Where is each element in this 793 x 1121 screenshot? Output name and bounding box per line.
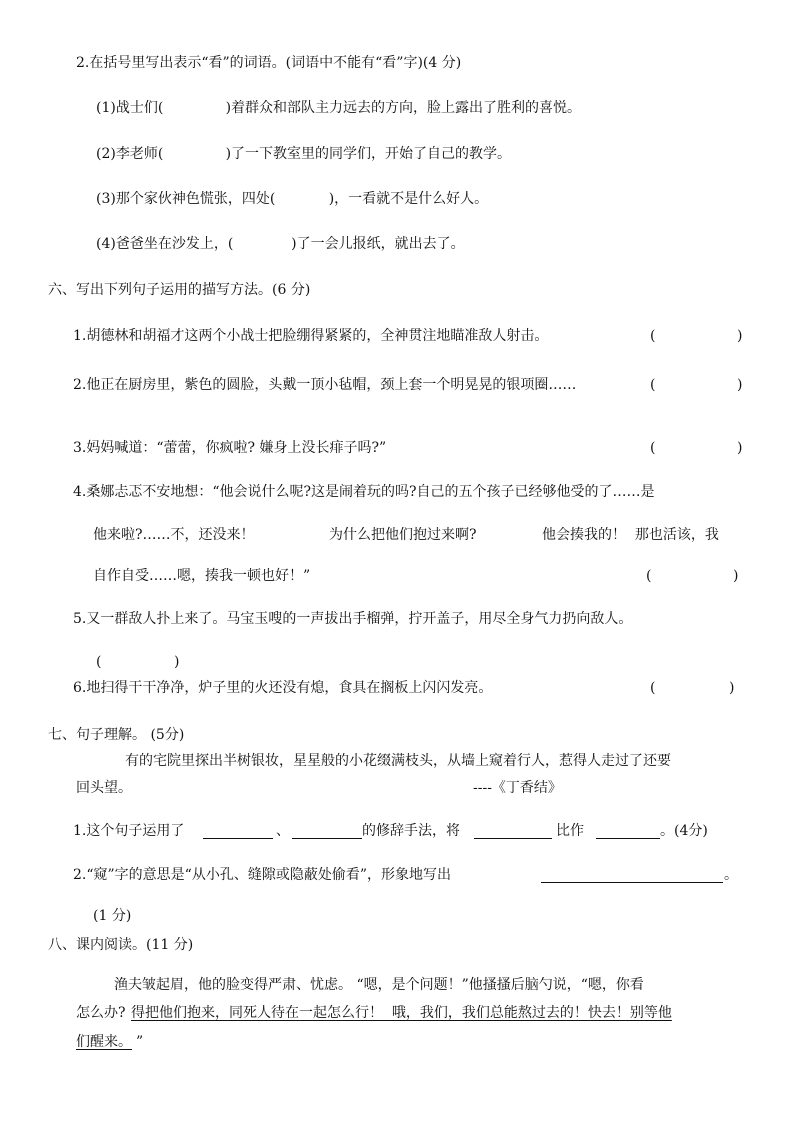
s7-q1-blank-4[interactable] <box>596 838 660 839</box>
s6-q2: 2.他正在厨房里，紫色的圆脸，头戴一顶小毡帽，颈上套一个明晃晃的银项圈…… <box>73 377 577 393</box>
q2-item-1: (1)战士们( )着群众和部队主力远去的方向，脸上露出了胜利的喜悦。 <box>96 100 582 116</box>
s7-q2-score: (1 分) <box>93 908 132 924</box>
s7-q1-blank-1[interactable] <box>203 838 273 839</box>
q2-item-3: (3)那个家伙神色慌张，四处( )，一看就不是什么好人。 <box>96 191 489 207</box>
s6-q4-paren-open: ( <box>646 568 652 584</box>
s6-q4-line2b: 为什么把他们抱过来啊? <box>329 527 477 543</box>
s8-passage-line2a: 怎么办? <box>76 1005 126 1021</box>
s6-q3: 3.妈妈喊道：“蕾蕾，你疯啦? 嫌身上没长痱子吗?” <box>73 440 387 456</box>
s8-passage-line3b: ” <box>136 1034 144 1050</box>
s7-quote-source: ----《丁香结》 <box>473 780 562 796</box>
s7-q1-sep: 、 <box>276 823 290 839</box>
s7-q1-b: 的修辞手法，将 <box>362 823 460 839</box>
section-6-title: 六、写出下列句子运用的描写方法。(6 分) <box>48 282 311 298</box>
s6-q5-paren-open: ( <box>96 654 102 670</box>
q2-item-4: (4)爸爸坐在沙发上，( )了一会儿报纸，就出去了。 <box>96 236 465 252</box>
s6-q5-paren-close: ) <box>174 654 180 670</box>
s8-passage-line3a-underlined: 们醒来。 <box>76 1034 132 1050</box>
s6-q1: 1.胡德林和胡福才这两个小战士把脸绷得紧紧的，全神贯注地瞄准敌人射击。 <box>73 328 549 344</box>
s6-q4-paren-close: ) <box>733 568 739 584</box>
s7-q1-blank-3[interactable] <box>474 838 552 839</box>
q2-item-2: (2)李老师( )了一下教室里的同学们，开始了自己的教学。 <box>96 146 512 162</box>
s6-q3-paren-open: ( <box>650 440 656 456</box>
s7-q1-d: 。(4分) <box>660 823 708 839</box>
q2-title: 2.在括号里写出表示“看”的词语。(词语中不能有“看”字)(4 分) <box>76 55 462 71</box>
section-7-title: 七、句子理解。 (5分) <box>48 727 185 743</box>
s7-q1-c: 比作 <box>556 823 584 839</box>
s7-q1-a: 1.这个句子运用了 <box>73 823 185 839</box>
s8-passage-line2b-underlined: 得把他们抱来，同死人待在一起怎么行！ 哦，我们，我们总能熬过去的！快去！别等他 <box>131 1005 672 1021</box>
s6-q3-paren-close: ) <box>737 440 743 456</box>
s6-q5: 5.又一群敌人扑上来了。马宝玉嗖的一声拔出手榴弹，拧开盖子，用尽全身气力扔向敌人。 <box>73 611 633 627</box>
s6-q4-line1: 4.桑娜忐忑不安地想：“他会说什么呢?这是闹着玩的吗?自己的五个孩子已经够他受的了……是 <box>73 484 655 500</box>
s8-passage-line1: 渔夫皱起眉，他的脸变得严肃、忧虑。 “嗯，是个问题！”他搔搔后脑勺说，“嗯，你看 <box>114 977 644 993</box>
s6-q1-paren-close: ) <box>737 328 743 344</box>
s7-quote-line1: 有的宅院里探出半树银妆，星星般的小花缀满枝头，从墙上窥着行人，惹得人走过了还要 <box>125 753 671 769</box>
s7-q1-blank-2[interactable] <box>292 838 362 839</box>
s7-quote-line2: 回头望。 <box>76 780 132 796</box>
s6-q6-paren-close: ) <box>729 680 735 696</box>
s7-q2-end: 。 <box>724 867 738 883</box>
s6-q4-line3: 自作自受……嗯，揍我一顿也好！” <box>93 568 311 584</box>
s6-q6-paren-open: ( <box>650 680 656 696</box>
s6-q2-paren-close: ) <box>737 377 743 393</box>
s7-q2-blank[interactable] <box>541 882 723 883</box>
s6-q1-paren-open: ( <box>650 328 656 344</box>
s7-q2-a: 2.“窥”字的意思是“从小孔、缝隙或隐蔽处偷看”，形象地写出 <box>73 867 451 883</box>
s6-q4-line2c: 他会揍我的！ 那也活该，我 <box>542 527 719 543</box>
s6-q4-line2a: 他来啦?……不，还没来！ <box>93 527 255 543</box>
section-8-title: 八、课内阅读。(11 分) <box>48 937 194 953</box>
s6-q2-paren-open: ( <box>650 377 656 393</box>
s6-q6: 6.地扫得干干净净，炉子里的火还没有熄，食具在搁板上闪闪发亮。 <box>73 680 493 696</box>
